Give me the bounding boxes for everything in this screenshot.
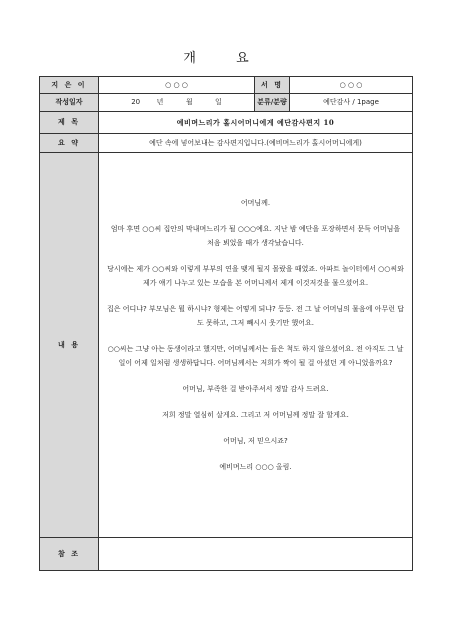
letter-paragraph: 어머님께. [240,199,271,207]
date-value [99,94,255,112]
date-day-unit: 일 [215,98,222,106]
letter-paragraph: 어머님, 저 믿으시죠? [223,437,288,445]
letter-paragraph: 집은 어디냐? 부모님은 뭘 하시냐? 형제는 어떻게 되냐? 등등. 전 그 날 어머님의 물음에 아무런 답도 못하고, 그저 빼시시 웃기만 했어요. [107,305,404,327]
date-year-unit: 년 [156,98,164,106]
document-title: 개 요 [183,51,267,66]
date-row [40,94,413,112]
letter-paragraph: ○○씨는 그냥 아는 동생이라고 했지만, 어머님께서는 들은 척도 하지 않으셨어요. 전 아직도 그 날 일이 어제 일처럼 생생하답니다. 어머님께서는 저희가 짝이 될 걸 아셨던 게 아니었을까요? [107,345,404,367]
author-label: 지 은 이 [40,77,99,94]
letter-signoff: 예비며느리 ○○○ 올림. [219,463,292,471]
summary-row [40,134,413,153]
summary-form-table [39,76,413,571]
date-month-unit: 월 [185,98,193,106]
author-value: ○ ○ ○ [99,77,255,94]
signature-label: 서 명 [255,77,290,94]
content-label: 내 용 [40,153,99,538]
date-label: 작성일자 [40,94,99,112]
summary-label: 요 약 [40,134,99,153]
summary-value: 예단 속에 넣어보내는 감사편지입니다.(예비며느리가 홀시어머니에게) [99,134,413,153]
letter-paragraph: 엄마 후면 ○○씨 집안의 막내며느리가 될 ○○○예요. 지난 밤 예단을 포장하면서 문득 어머님을 처음 뵈었을 때가 생각났습니다. [110,225,401,247]
letter-paragraph: 당시에는 제가 ○○씨와 이렇게 부부의 연을 맺게 될지 몰랐을 때였죠. 아파트 놀이터에서 ○○씨와 제가 얘기 나누고 있는 모습을 본 어머니께서 제게 이것저것을 물으셨어요. [107,265,404,287]
reference-row [40,538,413,571]
subject-label: 제 목 [40,112,99,134]
category-label: 분류/분량 [255,94,290,112]
date-year: 20 [131,98,141,106]
reference-label: 참 조 [40,538,99,571]
subject-value: 예비며느리가 홀시어머니에게 예단감사편지 10 [99,112,413,134]
author-row [40,77,413,94]
category-value: 예단감사 / 1page [290,94,413,112]
letter-body [99,153,413,538]
letter-paragraph: 어머님, 부족한 걸 받아주셔서 정말 감사 드려요. [182,385,329,393]
signature-value: ○ ○ ○ [290,77,413,94]
letter-paragraph: 저희 정말 열심히 살게요. 그리고 저 어머님께 정말 잘 할게요. [162,411,349,419]
subject-row [40,112,413,134]
content-row [40,153,413,538]
reference-value [99,538,413,571]
